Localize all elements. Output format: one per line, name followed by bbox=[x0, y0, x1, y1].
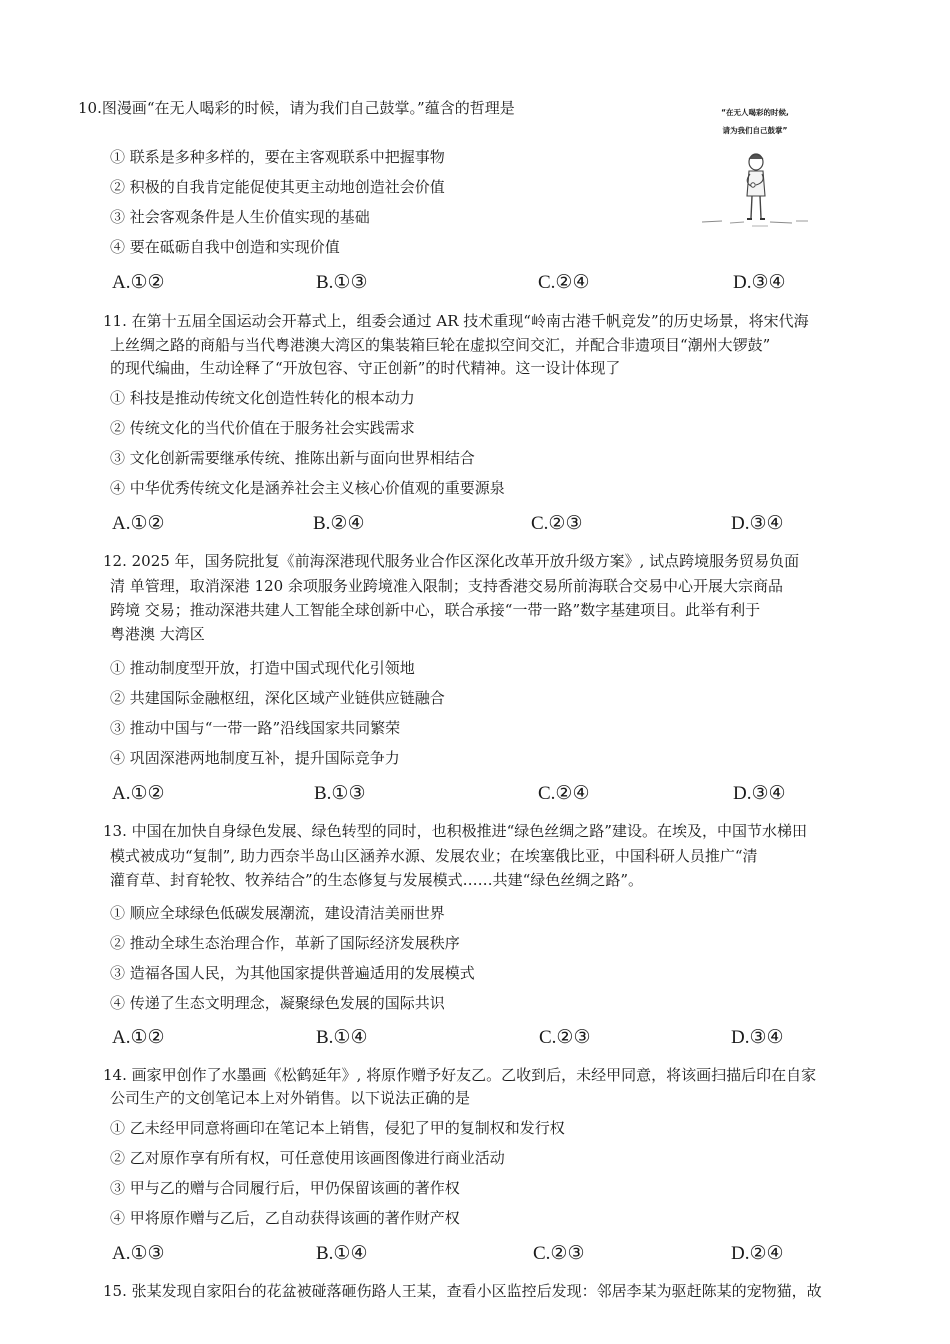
question-14-choice-a: A.①③ bbox=[112, 1243, 165, 1264]
cartoon-caption-line-2: 请为我们自己鼓掌” bbox=[722, 126, 788, 135]
question-11-choice-a: A.①② bbox=[112, 513, 165, 534]
cartoon-caption-line-1: “在无人喝彩的时候, bbox=[721, 108, 789, 117]
question-11-choice-d: D.③④ bbox=[731, 513, 784, 534]
question-13-stem-line-3: 灌育草、封育轮牧、牧养结合”的生态修复与发展模式……共建“绿色丝绸之路”。 bbox=[110, 871, 644, 889]
question-12-choice-c: C.②④ bbox=[538, 783, 590, 804]
question-11-option-3: ③ 文化创新需要继承传统、推陈出新与面向世界相结合 bbox=[110, 449, 475, 467]
question-11-choice-b: B.②④ bbox=[313, 513, 365, 534]
question-11-option-1: ① 科技是推动传统文化创造性转化的根本动力 bbox=[110, 389, 415, 407]
question-13-option-2: ② 推动全球生态治理合作，革新了国际经济发展秩序 bbox=[110, 934, 460, 952]
question-12-choice-b: B.①③ bbox=[314, 783, 366, 804]
question-14-option-1: ① 乙未经甲同意将画印在笔记本上销售，侵犯了甲的复制权和发行权 bbox=[110, 1119, 565, 1137]
clapping-person-drawing bbox=[696, 100, 814, 235]
question-10-choice-a: A.①② bbox=[112, 272, 165, 293]
question-12-option-1: ① 推动制度型开放，打造中国式现代化引领地 bbox=[110, 659, 415, 677]
question-11-stem-line-3: 的现代编曲，生动诠释了“开放包容、守正创新”的时代精神。这一设计体现了 bbox=[110, 359, 621, 377]
question-14-option-4: ④ 甲将原作赠与乙后，乙自动获得该画的著作财产权 bbox=[110, 1209, 460, 1227]
question-12-stem-line-3: 跨境 交易；推动深港共建人工智能全球创新中心，联合承接“一带一路”数字基建项目。此举有利于 bbox=[110, 601, 761, 619]
question-11-stem-line-2: 上丝绸之路的商船与当代粤港澳大湾区的集装箱巨轮在虚拟空间交汇，并配合非遗项目“潮州大锣鼓” bbox=[110, 336, 771, 354]
question-13-stem-line-1: 13. 中国在加快自身绿色发展、绿色转型的同时，也积极推进“绿色丝绸之路”建设。在埃及，中国节水梯田 bbox=[103, 822, 807, 840]
question-13-choice-d: D.③④ bbox=[731, 1027, 784, 1048]
question-10-option-3: ③ 社会客观条件是人生价值实现的基础 bbox=[110, 208, 370, 226]
question-14-choice-b: B.①④ bbox=[316, 1243, 368, 1264]
question-13-choice-c: C.②③ bbox=[539, 1027, 591, 1048]
question-13-option-3: ③ 造福各国人民，为其他国家提供普遍适用的发展模式 bbox=[110, 964, 475, 982]
cartoon-illustration bbox=[696, 100, 814, 235]
question-13-option-4: ④ 传递了生态文明理念，凝聚绿色发展的国际共识 bbox=[110, 994, 445, 1012]
question-10-choice-b: B.①③ bbox=[316, 272, 368, 293]
question-11-option-4: ④ 中华优秀传统文化是涵养社会主义核心价值观的重要源泉 bbox=[110, 479, 505, 497]
question-13-option-1: ① 顺应全球绿色低碳发展潮流，建设清洁美丽世界 bbox=[110, 904, 445, 922]
question-10-option-4: ④ 要在砥砺自我中创造和实现价值 bbox=[110, 238, 340, 256]
question-12-choice-a: A.①② bbox=[112, 783, 165, 804]
question-12-choice-d: D.③④ bbox=[733, 783, 786, 804]
question-13-choice-a: A.①② bbox=[112, 1027, 165, 1048]
question-10-option-1: ① 联系是多种多样的，要在主客观联系中把握事物 bbox=[110, 148, 445, 166]
question-10-choice-c: C.②④ bbox=[538, 272, 590, 293]
question-12-option-3: ③ 推动中国与“一带一路”沿线国家共同繁荣 bbox=[110, 719, 401, 737]
question-10-stem: 10.图漫画“在无人喝彩的时候，请为我们自己鼓掌。”蕴含的哲理是 bbox=[78, 99, 515, 117]
question-10-option-2: ② 积极的自我肯定能促使其更主动地创造社会价值 bbox=[110, 178, 445, 196]
question-14-stem-line-2: 公司生产的文创笔记本上对外销售。以下说法正确的是 bbox=[110, 1089, 471, 1107]
question-12-option-2: ② 共建国际金融枢纽，深化区域产业链供应链融合 bbox=[110, 689, 445, 707]
question-11-stem-line-1: 11. 在第十五届全国运动会开幕式上，组委会通过 AR 技术重现“岭南古港千帆竞发”的历史场景，将宋代海 bbox=[103, 312, 809, 330]
question-12-stem-line-4: 粤港澳 大湾区 bbox=[110, 625, 205, 643]
question-14-stem-line-1: 14. 画家甲创作了水墨画《松鹤延年》, 将原作赠予好友乙。乙收到后，未经甲同意，将该画扫描后印在自家 bbox=[103, 1066, 817, 1084]
question-14-option-3: ③ 甲与乙的赠与合同履行后，甲仍保留该画的著作权 bbox=[110, 1179, 460, 1197]
question-12-option-4: ④ 巩固深港两地制度互补，提升国际竞争力 bbox=[110, 749, 400, 767]
question-11-choice-c: C.②③ bbox=[531, 513, 583, 534]
question-15-stem-line-1: 15. 张某发现自家阳台的花盆被碰落砸伤路人王某，查看小区监控后发现：邻居李某为驱赶陈某的宠物猫，故 bbox=[103, 1282, 822, 1300]
question-14-choice-d: D.②④ bbox=[731, 1243, 784, 1264]
question-13-choice-b: B.①④ bbox=[316, 1027, 368, 1048]
question-11-option-2: ② 传统文化的当代价值在于服务社会实践需求 bbox=[110, 419, 415, 437]
question-14-option-2: ② 乙对原作享有所有权，可任意使用该画图像进行商业活动 bbox=[110, 1149, 505, 1167]
question-13-stem-line-2: 模式被成功“复制”, 助力西奈半岛山区涵养水源、发展农业；在埃塞俄比亚，中国科研人员推广“清 bbox=[110, 847, 758, 865]
question-12-stem-line-2: 清 单管理，取消深港 120 余项服务业跨境准入限制；支持香港交易所前海联合交易中心开展大宗商品 bbox=[110, 577, 783, 595]
question-10-choice-d: D.③④ bbox=[733, 272, 786, 293]
question-12-stem-line-1: 12. 2025 年，国务院批复《前海深港现代服务业合作区深化改革开放升级方案》, 试点跨境服务贸易负面 bbox=[103, 552, 800, 570]
question-14-choice-c: C.②③ bbox=[533, 1243, 585, 1264]
